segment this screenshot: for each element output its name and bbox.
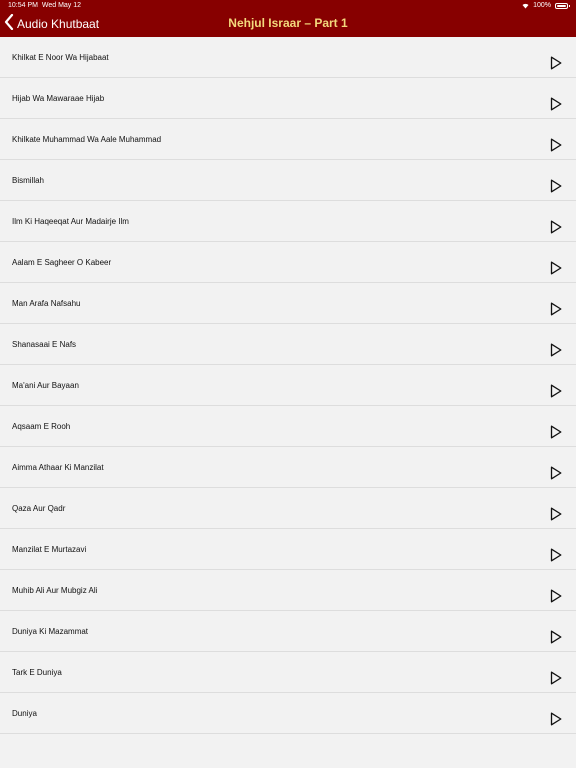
play-icon[interactable] [550,261,562,275]
list-item-label: Hijab Wa Mawaraae Hijab [12,94,105,103]
navigation-bar [0,0,576,37]
play-icon[interactable] [550,548,562,562]
page-title: Nehjul Israar – Part 1 [228,16,348,30]
list-item[interactable] [0,611,576,652]
list-item[interactable] [0,693,576,734]
list-item-label: Bismillah [12,176,45,185]
play-icon[interactable] [550,507,562,521]
list-item-label: Khilkat E Noor Wa Hijabaat [12,53,109,62]
play-icon[interactable] [550,712,562,726]
list-item[interactable] [0,365,576,406]
list-item[interactable] [0,324,576,365]
play-icon[interactable] [550,302,562,316]
list-item[interactable] [0,488,576,529]
list-item-label: Man Arafa Nafsahu [12,299,81,308]
play-icon[interactable] [550,384,562,398]
list-item[interactable] [0,37,576,78]
list-item[interactable] [0,242,576,283]
status-bar [0,0,576,12]
list-item[interactable] [0,160,576,201]
list-item-label: Khilkate Muhammad Wa Aale Muhammad [12,135,162,144]
battery-icon [555,3,568,9]
status-left [8,2,81,9]
list-item[interactable] [0,652,576,693]
list-item-label: Aimma Athaar Ki Manzilat [12,463,104,472]
status-right [522,2,568,9]
list-item[interactable] [0,283,576,324]
list-item-label: Manzilat E Murtazavi [12,545,87,554]
battery-percent: 100% [533,2,551,9]
list-item-label: Aqsaam E Rooh [12,422,71,431]
play-icon[interactable] [550,630,562,644]
play-icon[interactable] [550,97,562,111]
list-item-label: Tark E Duniya [12,668,62,677]
list-item-label: Muhib Ali Aur Mubgiz Ali [12,586,98,595]
list-item[interactable] [0,119,576,160]
list-item[interactable] [0,529,576,570]
play-icon[interactable] [550,466,562,480]
play-icon[interactable] [550,56,562,70]
status-date: Wed May 12 [41,2,82,9]
list-item-label: Duniya Ki Mazammat [12,627,89,636]
list-item-label: Qaza Aur Qadr [12,504,66,513]
list-item[interactable] [0,570,576,611]
list-item-label: Ilm Ki Haqeeqat Aur Madairje Ilm [12,217,129,226]
play-icon[interactable] [550,343,562,357]
list-item[interactable] [0,201,576,242]
list-item[interactable] [0,78,576,119]
list-item[interactable] [0,447,576,488]
list-item-label: Shanasaai E Nafs [12,340,77,349]
list-item-label: Duniya [12,709,37,718]
list-item-label: Aalam E Sagheer O Kabeer [12,258,112,267]
play-icon[interactable] [550,179,562,193]
back-button-label: Audio Khutbaat [17,17,100,31]
play-icon[interactable] [550,589,562,603]
wifi-icon [522,3,529,9]
list-item[interactable] [0,406,576,447]
play-icon[interactable] [550,220,562,234]
play-icon[interactable] [550,425,562,439]
status-time: 10:54 PM [8,2,38,9]
play-icon[interactable] [550,138,562,152]
list-item-label: Ma'ani Aur Bayaan [12,381,79,390]
play-icon[interactable] [550,671,562,685]
khutbaat-list [0,37,576,734]
